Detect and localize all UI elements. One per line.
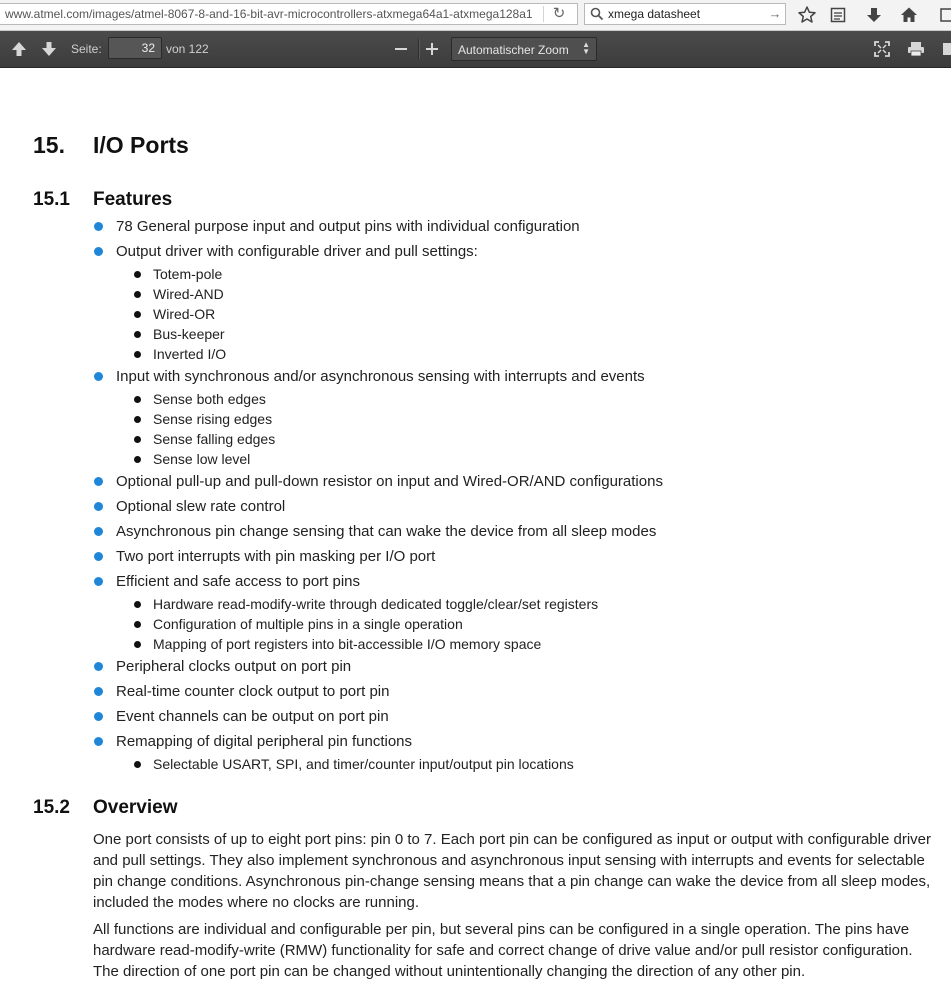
sub-bullet-icon — [134, 331, 141, 338]
url-divider — [543, 6, 544, 22]
overview-title: Overview — [93, 797, 178, 818]
search-input[interactable] — [608, 6, 758, 22]
features-number: 15.1 — [33, 189, 70, 210]
feature-subitem-text: Wired-OR — [153, 306, 216, 322]
feature-subitem-text: Mapping of port registers into bit-accessible I/O memory space — [153, 636, 542, 652]
zoom-value: Automatischer Zoom — [458, 43, 569, 57]
search-box[interactable] — [584, 3, 786, 25]
sub-bullet-icon — [134, 456, 141, 463]
bullet-icon — [94, 712, 103, 721]
feature-item — [93, 679, 943, 704]
section-title: I/O Ports — [93, 132, 189, 158]
features-heading — [33, 189, 172, 211]
save-icon — [941, 41, 951, 57]
feature-subitem-text: Configuration of multiple pins in a single operation — [153, 616, 463, 632]
arrow-up-icon — [10, 40, 28, 58]
feature-subitem — [93, 344, 943, 364]
bullet-icon — [94, 662, 103, 671]
feature-subitem-text: Sense low level — [153, 451, 251, 467]
feature-subitem — [93, 304, 943, 324]
bullet-icon — [94, 577, 103, 586]
feature-subitem — [93, 429, 943, 449]
feature-subitem-text: Bus-keeper — [153, 326, 225, 342]
bullet-icon — [94, 222, 103, 231]
section-number: 15. — [33, 132, 65, 158]
sub-bullet-icon — [134, 351, 141, 358]
overview-paragraph-1: One port consists of up to eight port pins: pin 0 to 7. Each port pin can be configured as input or output with configurable driver and pull settings. They also implement synchronous and asynchronous input sensing with interrupts and events for selectable pin change conditions. Asynchronous pin-change sensing means that a pin change can wake the device from all sleep modes, included the modes where no clocks are running. — [93, 831, 932, 911]
overview-heading — [33, 797, 178, 819]
feature-item — [93, 469, 943, 494]
search-go-icon[interactable]: → — [768, 6, 782, 21]
feature-text: Asynchronous pin change sensing that can wake the device from all sleep modes — [116, 523, 657, 540]
feature-item — [93, 519, 943, 544]
feature-subitem-text: Sense both edges — [153, 391, 266, 407]
search-icon — [590, 7, 604, 21]
home-icon[interactable] — [898, 4, 920, 26]
feature-item — [93, 239, 943, 264]
feature-sublist — [93, 264, 943, 364]
feature-text: Peripheral clocks output on port pin — [116, 658, 352, 675]
feature-subitem — [93, 409, 943, 429]
download-icon[interactable] — [863, 4, 885, 26]
sub-bullet-icon — [134, 601, 141, 608]
feature-item — [93, 214, 943, 239]
feature-subitem-text: Selectable USART, SPI, and timer/counter input/output pin locations — [153, 756, 574, 772]
features-title: Features — [93, 189, 173, 210]
url-bar[interactable] — [0, 3, 578, 25]
overflow-icon[interactable] — [934, 4, 951, 26]
bullet-icon — [94, 372, 103, 381]
feature-item — [93, 494, 943, 519]
previous-page-button[interactable] — [8, 38, 30, 60]
feature-text: Optional slew rate control — [116, 498, 286, 515]
fullscreen-icon — [874, 41, 890, 57]
feature-subitem — [93, 264, 943, 284]
feature-subitem-text: Hardware read-modify-write through dedicated toggle/clear/set registers — [153, 596, 599, 612]
feature-subgroup — [93, 754, 943, 774]
feature-sublist — [93, 389, 943, 469]
sub-bullet-icon — [134, 436, 141, 443]
zoom-out-button[interactable] — [390, 38, 412, 60]
feature-item — [93, 654, 943, 679]
download-document-button[interactable] — [937, 38, 951, 60]
zoom-in-button[interactable] — [421, 38, 443, 60]
feature-subitem-text: Totem-pole — [153, 266, 223, 282]
overview-paragraph-2: All functions are individual and configurable per pin, but several pins can be configured in a single operation. The pins have hardware read-modify-write (RMW) functionality for safe and correct change of drive value and/or pull resistor configuration. The direction of one port pin can be changed without unintentionally changing the direction of any other pin. — [93, 921, 913, 980]
select-arrows-icon: ▲ ▼ — [582, 40, 590, 56]
zoom-select[interactable] — [451, 37, 597, 61]
feature-sublist — [93, 754, 943, 774]
bullet-icon — [94, 737, 103, 746]
sub-bullet-icon — [134, 416, 141, 423]
bullet-icon — [94, 247, 103, 256]
section-heading — [33, 132, 189, 159]
printer-icon — [907, 41, 925, 57]
bullet-icon — [94, 687, 103, 696]
feature-subitem — [93, 594, 943, 614]
page-label: Seite: — [71, 42, 102, 56]
feature-item — [93, 704, 943, 729]
overview-number: 15.2 — [33, 797, 70, 818]
feature-text: Remapping of digital peripheral pin functions — [116, 733, 413, 750]
plus-icon — [425, 42, 439, 56]
fullscreen-button[interactable] — [871, 38, 893, 60]
feature-subitem — [93, 284, 943, 304]
feature-subitem — [93, 634, 943, 654]
bullet-icon — [94, 477, 103, 486]
feature-sublist — [93, 594, 943, 654]
feature-subgroup — [93, 389, 943, 469]
feature-subitem-text: Wired-AND — [153, 286, 224, 302]
reload-icon[interactable]: ↻ — [552, 5, 566, 22]
feature-subitem — [93, 389, 943, 409]
sub-bullet-icon — [134, 761, 141, 768]
minus-icon — [394, 42, 408, 56]
feature-text: 78 General purpose input and output pins with individual configuration — [116, 218, 580, 235]
zoom-divider — [418, 39, 420, 59]
arrow-down-icon — [40, 40, 58, 58]
feature-subgroup — [93, 264, 943, 364]
feature-item — [93, 544, 943, 569]
sub-bullet-icon — [134, 641, 141, 648]
pdf-page — [0, 68, 951, 1004]
page-count: von 122 — [166, 42, 209, 56]
bullet-icon — [94, 502, 103, 511]
feature-subitem-text: Sense rising edges — [153, 411, 273, 427]
reading-list-icon[interactable] — [827, 4, 849, 26]
feature-subitem — [93, 754, 943, 774]
feature-text: Input with synchronous and/or asynchronous sensing with interrupts and events — [116, 368, 645, 385]
bookmark-star-icon[interactable] — [796, 4, 818, 26]
feature-text: Real-time counter clock output to port pin — [116, 683, 390, 700]
sub-bullet-icon — [134, 621, 141, 628]
feature-subitem — [93, 614, 943, 634]
feature-subgroup — [93, 594, 943, 654]
bullet-icon — [94, 527, 103, 536]
url-text[interactable]: www.atmel.com/images/atmel-8067-8-and-16-bit-avr-microcontrollers-atxmega64a1-atxmega128a1 — [5, 7, 533, 21]
sub-bullet-icon — [134, 291, 141, 298]
feature-subitem-text: Sense falling edges — [153, 431, 276, 447]
feature-item — [93, 364, 943, 389]
sub-bullet-icon — [134, 271, 141, 278]
feature-item — [93, 569, 943, 594]
sub-bullet-icon — [134, 311, 141, 318]
page-number-input[interactable] — [108, 37, 162, 59]
feature-text: Event channels can be output on port pin — [116, 708, 389, 725]
bullet-icon — [94, 552, 103, 561]
feature-item — [93, 729, 943, 754]
features-list — [93, 214, 943, 774]
feature-text: Efficient and safe access to port pins — [116, 573, 361, 590]
feature-text: Optional pull-up and pull-down resistor on input and Wired-OR/AND configurations — [116, 473, 663, 490]
feature-text: Output driver with configurable driver and pull settings: — [116, 243, 478, 260]
sub-bullet-icon — [134, 396, 141, 403]
feature-subitem-text: Inverted I/O — [153, 346, 227, 362]
pdf-toolbar — [0, 31, 951, 68]
browser-navbar — [0, 0, 951, 31]
feature-subitem — [93, 324, 943, 344]
next-page-button[interactable] — [38, 38, 60, 60]
print-button[interactable] — [905, 38, 927, 60]
feature-text: Two port interrupts with pin masking per I/O port — [116, 548, 436, 565]
feature-subitem — [93, 449, 943, 469]
